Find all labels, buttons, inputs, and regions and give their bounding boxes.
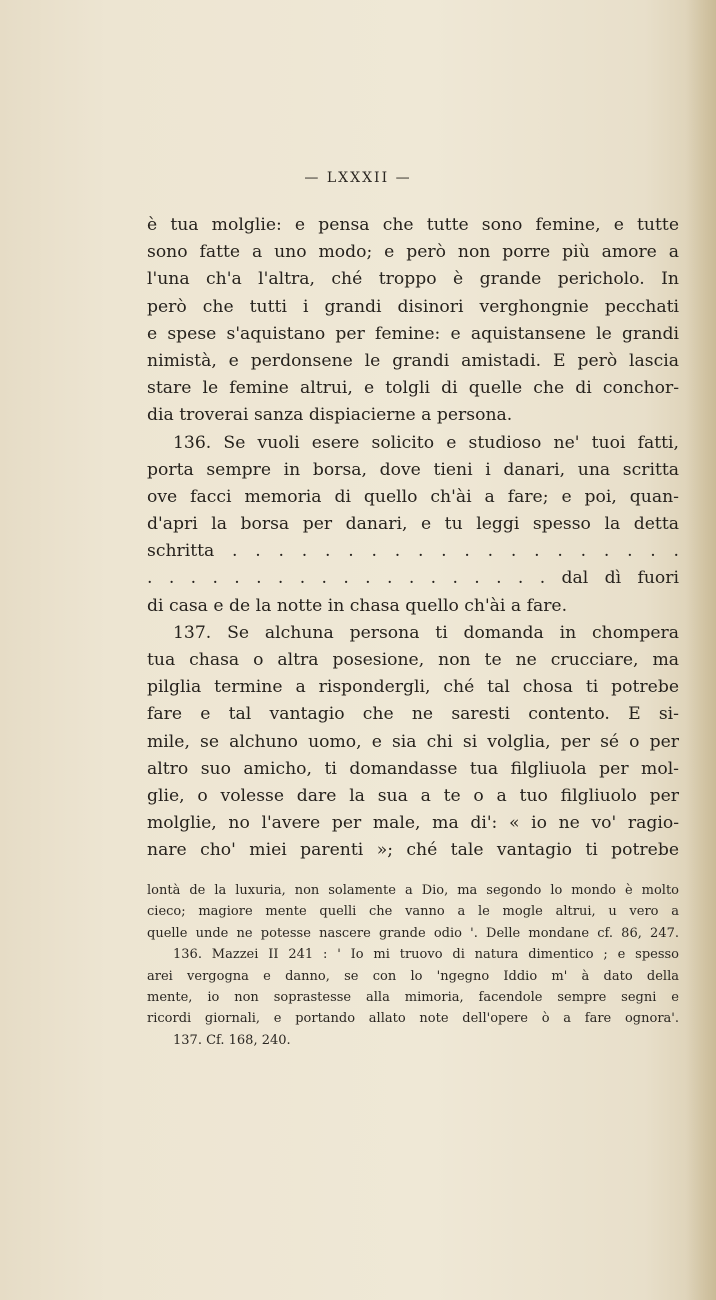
text-line: d'apri la borsa per danari, e tu leggi spesso la detta <box>147 514 679 535</box>
footnote-line: mente, io non soprastesse alla mimoria, facendole sempre segni e <box>147 989 679 1005</box>
text-line: 137. Se alchuna persona ti domanda in chompera <box>173 622 679 643</box>
text-line: fare e tal vantagio che ne saresti contento. E si- <box>147 704 679 725</box>
text-line: pilglia termine a rispondergli, ché tal chosa ti potrebe <box>147 677 679 698</box>
text-line: ove facci memoria di quello ch'ài a fare; e poi, quan- <box>147 486 679 507</box>
page-number: — LXXXII — <box>304 170 412 186</box>
footnotes <box>147 880 679 1051</box>
text-line: stare le femine altrui, e tolgli di quelle che di conchor- <box>147 378 679 399</box>
page-edge-shadow <box>686 0 716 1300</box>
text-line: nimistà, e perdonsene le grandi amistadi. E però lascia <box>147 350 679 371</box>
text-line: sono fatte a uno modo; e però non porre più amore a <box>147 242 679 263</box>
text-line: però che tutti i grandi disinori verghongnie pecchati <box>147 296 679 317</box>
footnote-line: quelle unde ne potesse nascere grande odio '. Delle mondane cf. 86, 247. <box>147 925 679 941</box>
text-line: è tua molglie: e pensa che tutte sono femine, e tutte <box>147 215 679 235</box>
text-line: mile, se alchuno uomo, e sia chi si volglia, per sé o per <box>147 731 679 752</box>
text-line: e spese s'aquistano per femine: e aquistansene le grandi <box>147 323 679 344</box>
text-line: porta sempre in borsa, dove tieni i danari, una scritta <box>147 459 679 480</box>
text-line: altro suo amicho, ti domandasse tua filgliuola per mol- <box>147 758 679 779</box>
footnote-line: cieco; magiore mente quelli che vanno a le mogle altrui, u vero a <box>147 904 679 920</box>
footnote-line: ricordi giornali, e portando allato note dell'opere ò a fare ognora'. <box>147 1011 679 1027</box>
main-text <box>147 212 679 865</box>
text-line: dia troverai sanza dispiacierne a persona. <box>147 405 513 426</box>
footnote-line: lontà de la luxuria, non solamente a Dio, ma segondo lo mondo è molto <box>147 883 679 898</box>
text-line: . . . . . . . . . . . . . . . . . . . dal dì fuori <box>147 568 679 589</box>
text-line: 136. Se vuoli esere solicito e studioso ne' tuoi fatti, <box>173 432 679 453</box>
text-line: di casa e de la notte in chasa quello ch'ài a fare. <box>147 595 568 616</box>
text-line: tua chasa o altra posesione, non te ne crucciare, ma <box>147 650 679 670</box>
text-line: nare cho' miei parenti »; ché tale vantagio ti potrebe <box>147 840 679 861</box>
footnote-line: arei vergogna e danno, se con lo 'ngegno Iddio m' à dato della <box>147 968 679 984</box>
footnote-line: 137. Cf. 168, 240. <box>173 1032 291 1048</box>
text-line: l'una ch'a l'altra, ché troppo è grande pericholo. In <box>147 269 679 290</box>
text-line: molglie, no l'avere per male, ma di': « io ne vo' ragio- <box>147 813 679 834</box>
text-line: schritta . . . . . . . . . . . . . . . . . . . . <box>147 541 679 562</box>
footnote-line: 136. Mazzei II 241 : ' Io mi truovo di natura dimentico ; e spesso <box>173 947 679 963</box>
text-line: glie, o volesse dare la sua a te o a tuo filgliuolo per <box>147 785 679 806</box>
